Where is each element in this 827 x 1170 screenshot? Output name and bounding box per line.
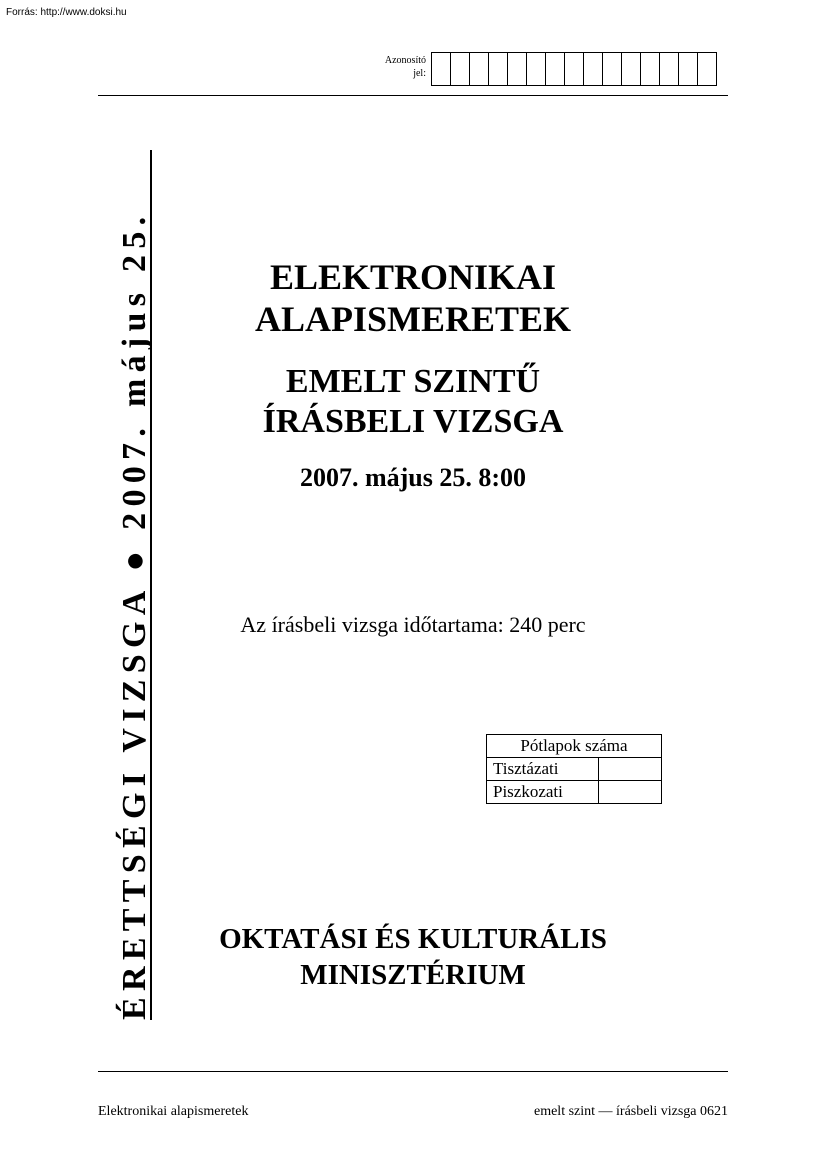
id-box[interactable] [679, 53, 698, 85]
extra-sheets-label: Tisztázati [487, 758, 599, 781]
id-box[interactable] [565, 53, 584, 85]
exam-date: 2007. május 25. 8:00 [299, 463, 527, 492]
exam-level-line2: ÍRÁSBELI VIZSGA [262, 403, 564, 440]
extra-sheets-table [486, 734, 662, 804]
id-box[interactable] [508, 53, 527, 85]
id-box[interactable] [660, 53, 679, 85]
table-row [487, 781, 662, 804]
extra-sheets-label: Piszkozati [487, 781, 599, 804]
extra-sheets-header: Pótlapok száma [487, 735, 662, 758]
id-box[interactable] [470, 53, 489, 85]
id-box[interactable] [584, 53, 603, 85]
id-box[interactable] [546, 53, 565, 85]
id-input-boxes[interactable] [431, 52, 717, 86]
extra-sheets-value[interactable] [599, 758, 662, 781]
source-url: Forrás: http://www.doksi.hu [6, 7, 127, 18]
top-divider [98, 95, 728, 96]
side-banner [116, 150, 154, 1020]
id-box[interactable] [451, 53, 470, 85]
subject-title-line2: ALAPISMERETEK [254, 299, 572, 339]
table-row [487, 758, 662, 781]
id-box[interactable] [698, 53, 717, 85]
id-label [360, 54, 426, 80]
side-banner-text: ÉRETTSÉGI VIZSGA ● 2007. május 25. [116, 210, 153, 1020]
extra-sheets-value[interactable] [599, 781, 662, 804]
footer-subject: Elektronikai alapismeretek [98, 1104, 249, 1119]
id-label-line2: jel: [413, 68, 426, 79]
id-box[interactable] [641, 53, 660, 85]
ministry-line2: MINISZTÉRIUM [300, 959, 526, 991]
subject-title-line1: ELEKTRONIKAI [269, 257, 557, 297]
id-label-line1: Azonosító [384, 55, 426, 66]
exam-level-line1: EMELT SZINTŰ [285, 363, 541, 400]
ministry-name [180, 921, 646, 993]
footer-level: emelt szint — írásbeli vizsga 0621 [533, 1104, 728, 1119]
id-box[interactable] [603, 53, 622, 85]
id-box[interactable] [432, 53, 451, 85]
bottom-divider [98, 1071, 728, 1072]
exam-duration: Az írásbeli vizsga időtartama: 240 perc [240, 612, 586, 637]
subject-title [180, 256, 646, 340]
id-box[interactable] [489, 53, 508, 85]
exam-level-title [180, 362, 646, 442]
side-divider [150, 150, 152, 1020]
id-box[interactable] [527, 53, 546, 85]
id-box[interactable] [622, 53, 641, 85]
ministry-line1: OKTATÁSI ÉS KULTURÁLIS [219, 923, 607, 955]
